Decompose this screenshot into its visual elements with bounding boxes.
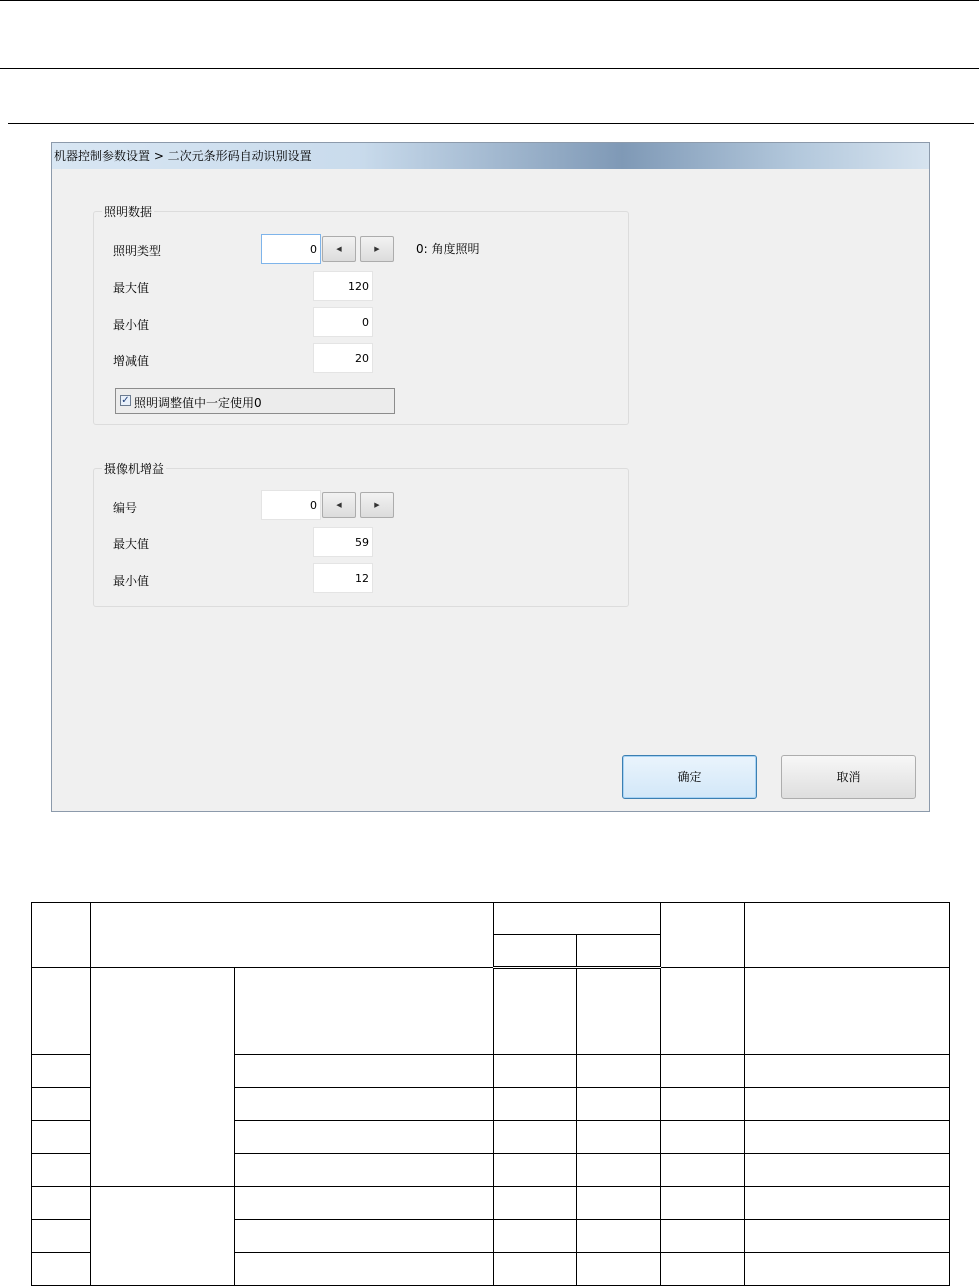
lighting-min-input[interactable]: 0 (313, 307, 373, 337)
table-cell (235, 1055, 494, 1088)
table-cell (235, 968, 494, 1055)
table-cell (235, 1088, 494, 1121)
table-cell (577, 1154, 661, 1187)
table-cell (661, 1088, 745, 1121)
table-cell (494, 1088, 577, 1121)
lighting-step-label: 增减值 (113, 354, 150, 368)
use-zero-checkbox[interactable] (115, 388, 395, 414)
lighting-type-decrease-button[interactable] (322, 236, 356, 262)
table-cell (661, 1121, 745, 1154)
table-cell (661, 1154, 745, 1187)
table-cell (235, 1220, 494, 1253)
table-header-cell (91, 903, 494, 968)
camera-max-input[interactable]: 59 (313, 527, 373, 557)
table-cell (745, 1253, 950, 1286)
table-header-cell (745, 903, 950, 968)
camera-number-increase-button[interactable] (360, 492, 394, 518)
lighting-min-label: 最小值 (113, 318, 150, 332)
table-group-cell (91, 968, 235, 1187)
table-cell (577, 968, 661, 1055)
table-header-cell (494, 935, 577, 968)
camera-number-label: 编号 (113, 501, 138, 515)
table-cell (577, 1220, 661, 1253)
camera-max-label: 最大值 (113, 537, 150, 551)
table-cell (494, 1253, 577, 1286)
top-rule-3 (8, 123, 974, 124)
table-cell (32, 1220, 91, 1253)
table-cell (494, 1187, 577, 1220)
table-cell (494, 968, 577, 1055)
table-group-cell (91, 1187, 235, 1286)
lighting-type-increase-button[interactable] (360, 236, 394, 262)
lighting-type-label: 照明类型 (113, 244, 162, 258)
table-header-cell (661, 903, 745, 968)
camera-min-label: 最小值 (113, 574, 150, 588)
camera-min-input[interactable]: 12 (313, 563, 373, 593)
table-cell (745, 968, 950, 1055)
lighting-group-title: 照明数据 (104, 205, 153, 219)
table-cell (745, 1088, 950, 1121)
lighting-type-input[interactable]: 0 (261, 234, 321, 264)
arrow-left-icon: ◀ (336, 501, 342, 509)
ok-button[interactable]: 确定 (622, 755, 757, 799)
table-cell (745, 1055, 950, 1088)
lighting-step-input[interactable]: 20 (313, 343, 373, 373)
table-cell (577, 1055, 661, 1088)
table-cell (494, 1055, 577, 1088)
checkbox-checked-icon: ✓ (121, 395, 130, 406)
table-cell (32, 1055, 91, 1088)
table-cell (661, 1187, 745, 1220)
table-cell (235, 1121, 494, 1154)
table-header-cell (577, 935, 661, 968)
table-cell (235, 1187, 494, 1220)
table-cell (745, 1187, 950, 1220)
table-row (32, 1187, 950, 1220)
table-cell (235, 1253, 494, 1286)
table-cell (745, 1220, 950, 1253)
table-cell (494, 1154, 577, 1187)
table-cell (661, 1055, 745, 1088)
table-cell (32, 1253, 91, 1286)
table-header-row (32, 903, 950, 935)
table-cell (32, 1121, 91, 1154)
arrow-right-icon: ▶ (374, 245, 380, 253)
camera-number-input[interactable]: 0 (261, 490, 321, 520)
top-rule-2 (0, 68, 979, 69)
table-cell (745, 1121, 950, 1154)
table-cell (577, 1121, 661, 1154)
table-cell (235, 1154, 494, 1187)
table-cell (32, 1187, 91, 1220)
arrow-left-icon: ◀ (336, 245, 342, 253)
window-title: 机器控制参数设置 > 二次元条形码自动识别设置 (54, 149, 312, 163)
table-cell (577, 1253, 661, 1286)
camera-gain-group (93, 462, 629, 607)
table-cell (32, 968, 91, 1055)
table-cell (32, 1154, 91, 1187)
table-cell (32, 1088, 91, 1121)
table-row (32, 968, 950, 1055)
table-cell (494, 1121, 577, 1154)
table-header-cell (32, 903, 91, 968)
table-cell (494, 1220, 577, 1253)
table-cell (745, 1154, 950, 1187)
table-cell (577, 1088, 661, 1121)
lighting-max-label: 最大值 (113, 281, 150, 295)
use-zero-checkbox-label: 照明调整值中一定使用0 (134, 396, 262, 410)
title-bar[interactable] (52, 143, 929, 170)
dialog-client (52, 169, 929, 811)
arrow-right-icon: ▶ (374, 501, 380, 509)
table-cell (661, 968, 745, 1055)
table-cell (661, 1253, 745, 1286)
lighting-max-input[interactable]: 120 (313, 271, 373, 301)
settings-dialog (51, 142, 930, 812)
table-header-cell (494, 903, 661, 935)
cancel-button[interactable]: 取消 (781, 755, 916, 799)
camera-number-decrease-button[interactable] (322, 492, 356, 518)
document-table (31, 902, 950, 1286)
table-cell (661, 1220, 745, 1253)
top-rule-1 (0, 0, 979, 1)
table-cell (577, 1187, 661, 1220)
lighting-group (93, 205, 629, 425)
camera-gain-group-title: 摄像机增益 (104, 462, 165, 476)
lighting-type-description: 0: 角度照明 (416, 242, 480, 256)
